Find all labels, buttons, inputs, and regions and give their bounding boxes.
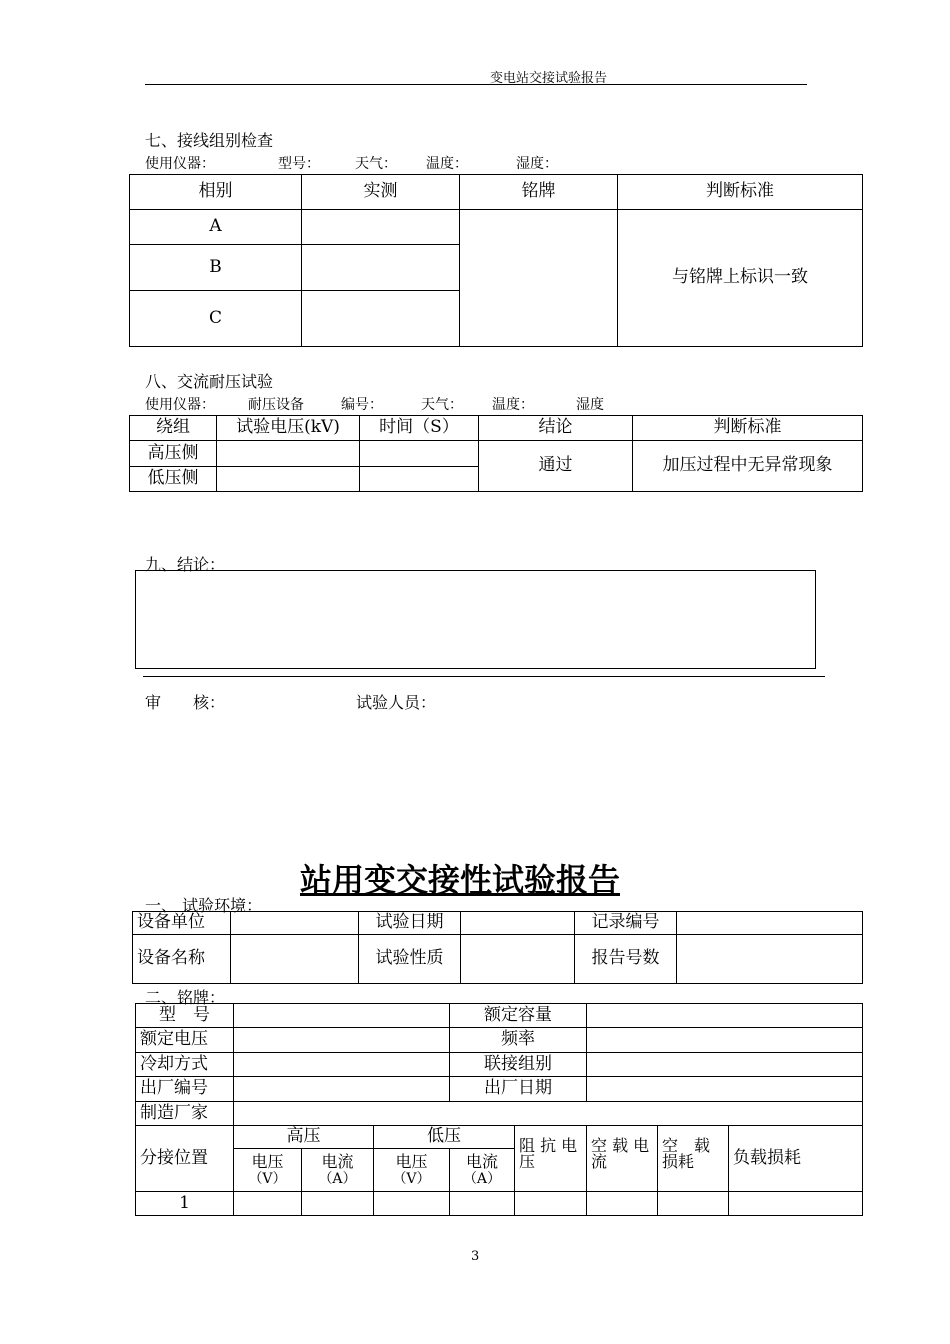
cell bbox=[587, 1192, 658, 1216]
col-phase: 相别 bbox=[130, 175, 302, 210]
humidity-label: 湿度： bbox=[516, 156, 558, 172]
np-impedance-label: 阻 抗 电压 bbox=[515, 1126, 587, 1192]
np-voltage-label: 额定电压 bbox=[136, 1028, 234, 1053]
np-lv-current bbox=[450, 1149, 515, 1192]
hv-time bbox=[360, 441, 479, 467]
env-nature-value bbox=[461, 935, 575, 984]
np-model-label: 型 号 bbox=[136, 1004, 234, 1028]
np-noload-loss-label: 空 载损耗 bbox=[658, 1126, 729, 1192]
withstand-device-label: 耐压设备 bbox=[248, 397, 304, 413]
page-header-title: 变电站交接试验报告 bbox=[490, 71, 608, 86]
np-tap-1: 1 bbox=[136, 1192, 234, 1216]
col-conclusion: 结论 bbox=[479, 416, 633, 441]
section7-table bbox=[129, 174, 863, 347]
env-report-value bbox=[677, 935, 863, 984]
phase-b: B bbox=[130, 245, 302, 291]
unit-a: （A） bbox=[318, 1171, 357, 1187]
np-capacity-label: 额定容量 bbox=[450, 1004, 587, 1028]
header-rule bbox=[145, 84, 807, 85]
measured-c bbox=[302, 291, 460, 347]
section9-title: 九、结论： bbox=[145, 555, 226, 574]
env-name-value bbox=[231, 935, 359, 984]
np-lv-voltage bbox=[374, 1149, 450, 1192]
np-group-value bbox=[587, 1053, 863, 1077]
phase-a: A bbox=[130, 210, 302, 245]
conclusion-box bbox=[135, 570, 816, 669]
section7-title: 七、接线组别检查 bbox=[145, 131, 274, 150]
env-unit-label: 设备单位 bbox=[133, 912, 231, 935]
temperature-label: 温度： bbox=[492, 397, 534, 413]
env-date-value bbox=[461, 912, 575, 935]
hv-voltage bbox=[217, 441, 360, 467]
unit-v: （V） bbox=[248, 1171, 287, 1187]
col-measured: 实测 bbox=[302, 175, 460, 210]
voltage-label: 电压 bbox=[395, 1152, 428, 1171]
np-date-label: 出厂日期 bbox=[450, 1077, 587, 1102]
np-serial-value bbox=[234, 1077, 450, 1102]
section7-instrument-line bbox=[145, 153, 645, 173]
np-frequency-label: 频率 bbox=[450, 1028, 587, 1053]
env-unit-value bbox=[231, 912, 359, 935]
current-label: 电流 bbox=[321, 1152, 354, 1171]
instrument-label: 使用仪器： bbox=[145, 397, 215, 413]
env-title: 一、 试验环境： bbox=[145, 896, 263, 915]
col-winding: 绕组 bbox=[130, 416, 217, 441]
np-cooling-label: 冷却方式 bbox=[136, 1053, 234, 1077]
tester-label: 试验人员： bbox=[356, 693, 437, 712]
signoff-rule bbox=[143, 676, 825, 677]
env-name-label: 设备名称 bbox=[133, 935, 231, 984]
unit-a: （A） bbox=[462, 1171, 502, 1187]
criterion-cell: 与铭牌上标识一致 bbox=[618, 210, 863, 347]
section8-instrument-line bbox=[145, 394, 645, 414]
np-model-value bbox=[234, 1004, 450, 1028]
col-nameplate: 铭牌 bbox=[460, 175, 618, 210]
weather-label: 天气： bbox=[421, 397, 463, 413]
env-table bbox=[132, 911, 863, 984]
np-hv-voltage bbox=[234, 1149, 302, 1192]
number-label: 编号： bbox=[341, 397, 383, 413]
lv-time bbox=[360, 467, 479, 492]
np-hv-current bbox=[302, 1149, 374, 1192]
col-test-voltage: 试验电压(kV) bbox=[217, 416, 360, 441]
col-time: 时间（S） bbox=[360, 416, 479, 441]
measured-a bbox=[302, 210, 460, 245]
model-label: 型号： bbox=[278, 156, 320, 172]
conclusion-cell: 通过 bbox=[479, 441, 633, 492]
cell bbox=[234, 1192, 302, 1216]
env-nature-label: 试验性质 bbox=[359, 935, 461, 984]
np-manufacturer-label: 制造厂家 bbox=[136, 1102, 234, 1126]
np-hv-label: 高压 bbox=[234, 1126, 374, 1149]
np-voltage-value bbox=[234, 1028, 450, 1053]
cell bbox=[658, 1192, 729, 1216]
col-criterion: 判断标准 bbox=[618, 175, 863, 210]
np-group-label: 联接组别 bbox=[450, 1053, 587, 1077]
np-cooling-value bbox=[234, 1053, 450, 1077]
nameplate-table bbox=[135, 1003, 863, 1216]
section8-title: 八、交流耐压试验 bbox=[145, 372, 274, 391]
env-report-label: 报告号数 bbox=[575, 935, 677, 984]
instrument-label: 使用仪器： bbox=[145, 156, 215, 172]
review-label: 审 核： bbox=[145, 693, 226, 712]
cell bbox=[374, 1192, 450, 1216]
section8-table bbox=[129, 415, 863, 492]
np-frequency-value bbox=[587, 1028, 863, 1053]
humidity-label: 湿度 bbox=[576, 397, 604, 413]
cell bbox=[302, 1192, 374, 1216]
np-noload-current-label: 空 载 电流 bbox=[587, 1126, 658, 1192]
np-lv-label: 低压 bbox=[374, 1126, 515, 1149]
criterion-cell: 加压过程中无异常现象 bbox=[633, 441, 863, 492]
voltage-label: 电压 bbox=[251, 1152, 284, 1171]
np-load-loss-label: 负载损耗 bbox=[729, 1126, 863, 1192]
np-manufacturer-value bbox=[234, 1102, 863, 1126]
nameplate-title: 二、铭牌： bbox=[145, 988, 226, 1007]
lv-voltage bbox=[217, 467, 360, 492]
cell bbox=[729, 1192, 863, 1216]
phase-c: C bbox=[130, 291, 302, 347]
np-capacity-value bbox=[587, 1004, 863, 1028]
env-record-value bbox=[677, 912, 863, 935]
col-criterion: 判断标准 bbox=[633, 416, 863, 441]
cell bbox=[450, 1192, 515, 1216]
np-tap-label: 分接位置 bbox=[136, 1126, 234, 1192]
env-date-label: 试验日期 bbox=[359, 912, 461, 935]
unit-v: （V） bbox=[392, 1171, 431, 1187]
report2-title: 站用变交接性试验报告 bbox=[300, 861, 621, 899]
temperature-label: 温度： bbox=[426, 156, 468, 172]
env-record-label: 记录编号 bbox=[575, 912, 677, 935]
np-date-value bbox=[587, 1077, 863, 1102]
cell bbox=[515, 1192, 587, 1216]
weather-label: 天气： bbox=[355, 156, 397, 172]
measured-b bbox=[302, 245, 460, 291]
page-number: 3 bbox=[471, 1249, 480, 1264]
row-hv-side: 高压侧 bbox=[130, 441, 217, 467]
np-serial-label: 出厂编号 bbox=[136, 1077, 234, 1102]
row-lv-side: 低压侧 bbox=[130, 467, 217, 492]
nameplate-cell bbox=[460, 210, 618, 347]
current-label: 电流 bbox=[465, 1152, 498, 1171]
